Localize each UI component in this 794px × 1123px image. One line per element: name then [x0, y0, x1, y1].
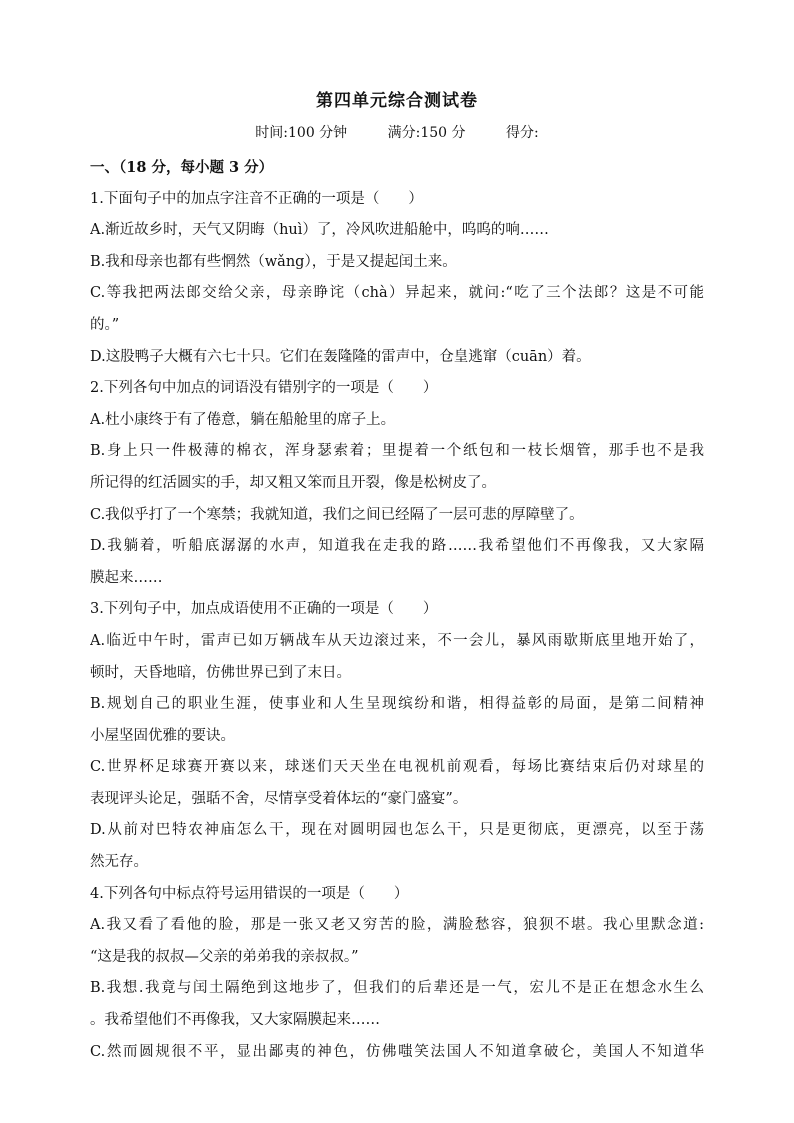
exam-content [90, 152, 704, 1068]
question-1: 1.下面句子中的加点字注音不正确的一项是（ ） [90, 190, 423, 207]
option-2d: D.我躺着，听船底潺潺的水声，知道我在走我的路……我希望他们不再像我，又大家隔 [90, 538, 704, 555]
question-3: 3.下列句子中，加点成语使用不正确的一项是（ ） [90, 601, 438, 618]
score-field: 得分: [505, 125, 539, 141]
full-score-label: 满分:150 分 [387, 125, 466, 141]
option-1a: A.渐近故乡时，天气又阴晦（huì）了，冷风吹进船舱中，呜呜的响…… [90, 222, 549, 239]
option-1b: B.我和母亲也都有些惘然（wǎng），于是又提起闰土来。 [90, 253, 457, 270]
option-3d-cont: 然无存。 [90, 854, 148, 871]
option-4a: A.我又看了看他的脸，那是一张又老又穷苦的脸，满脸愁容，狼狈不堪。我心里默念道: [90, 917, 704, 934]
option-3c: C.世界杯足球赛开赛以来，球迷们天天坐在电视机前观看，每场比赛结束后仍对球星的 [90, 759, 704, 776]
exam-meta [0, 122, 794, 142]
option-2c: C.我似乎打了一个寒禁；我就知道，我们之间已经隔了一层可悲的厚障壁了。 [90, 506, 584, 523]
option-1c: C.等我把两法郎交给父亲，母亲睁诧（chà）异起来，就问:“吃了三个法郎？这是不可能 [90, 285, 704, 302]
option-4b: B.我想.我竟与闰土隔绝到这地步了，但我们的后辈还是一气，宏儿不是正在想念水生么 [90, 980, 704, 997]
option-1c-cont: 的。” [90, 316, 120, 333]
option-4c: C.然而圆规很不平，显出鄙夷的神色，仿佛嗤笑法国人不知道拿破仑，美国人不知道华 [90, 1043, 704, 1060]
page-title: 第四单元综合测试卷 [316, 91, 478, 111]
option-3d: D.从前对巴特农神庙怎么干，现在对圆明园也怎么干，只是更彻底，更漂亮，以至于荡 [90, 822, 704, 839]
section-heading: 一、（18 分，每小题 3 分） [90, 159, 274, 176]
option-4a-cont: “这是我的叔叔—父亲的弟弟我的亲叔叔。” [90, 948, 359, 965]
option-3a-cont: 顿时，天昏地暗，仿佛世界已到了末日。 [90, 664, 351, 681]
question-2: 2.下列各句中加点的词语没有错别字的一项是（ ） [90, 380, 438, 397]
option-2a: A.杜小康终于有了倦意，躺在船舱里的席子上。 [90, 411, 396, 428]
option-3b-cont: 小屋坚固优雅的要诀。 [90, 727, 235, 744]
question-4: 4.下列各句中标点符号运用错误的一项是（ ） [90, 885, 409, 902]
option-3c-cont: 表现评头论足，强聒不舍，尽情享受着体坛的“豪门盛宴”。 [90, 790, 468, 807]
option-3b: B.规划自己的职业生涯，使事业和人生呈现缤纷和谐，相得益彰的局面，是第二间精神 [90, 696, 704, 713]
option-2b-cont: 所记得的红活圆实的手，却又粗又笨而且开裂，像是松树皮了。 [90, 474, 496, 491]
option-1d: D.这股鸭子大概有六七十只。它们在轰隆隆的雷声中，仓皇逃窜（cuān）着。 [90, 348, 591, 365]
option-2d-cont: 膜起来…… [90, 569, 163, 586]
option-3a: A.临近中午时，雷声已如万辆战车从天边滚过来，不一会儿，暴风雨歇斯底里地开始了， [90, 632, 704, 649]
option-2b: B.身上只一件极薄的棉衣，浑身瑟索着；里提着一个纸包和一枝长烟管，那手也不是我 [90, 443, 704, 460]
time-label: 时间:100 分钟 [255, 125, 348, 141]
option-4b-cont: 。我希望他们不再像我，又大家隔膜起来…… [90, 1012, 380, 1029]
